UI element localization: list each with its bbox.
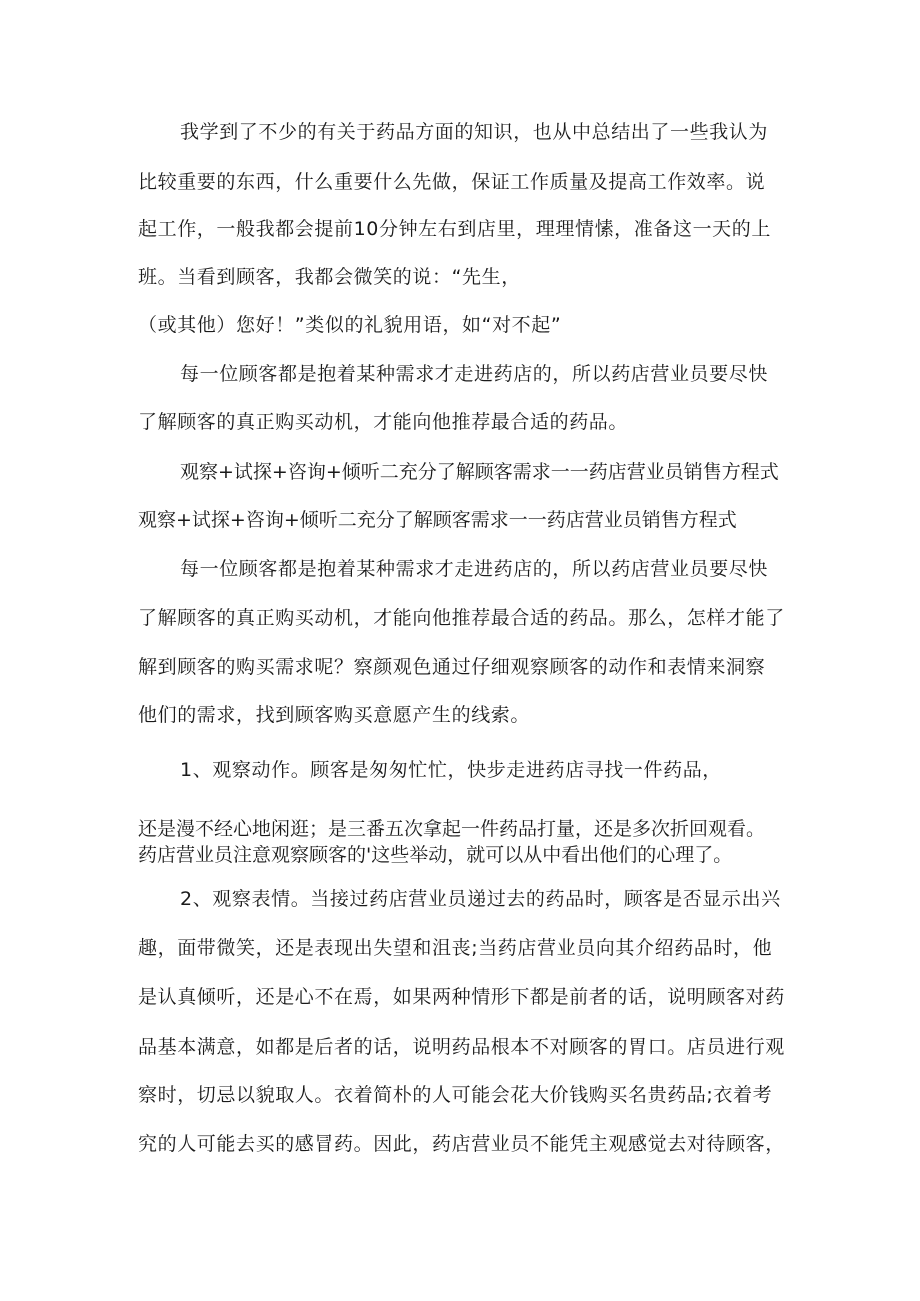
text-line: 品基本满意，如都是后者的话，说明药品根本不对顾客的胃口。店员进行观 — [138, 1036, 785, 1058]
text-line: 是认真倾听，还是心不在焉，如果两种情形下都是前者的话，说明顾客对药 — [138, 986, 785, 1008]
text-line: （或其他）您好！”类似的礼貌用语，如“对不起” — [138, 314, 562, 336]
text-line: 我学到了不少的有关于药品方面的知识，也从中总结出了一些我认为 — [180, 121, 769, 143]
text-line: 了解顾客的真正购买动机，才能向他推荐最合适的药品。 — [138, 411, 629, 433]
text-line: 察时，切忌以貌取人。衣着简朴的人可能会花大价钱购买名贵药品;衣着考 — [138, 1084, 773, 1106]
text-line: 了解顾客的真正购买动机，才能向他推荐最合适的药品。那么，怎样才能了 — [138, 607, 785, 629]
text-line: 解到顾客的购买需求呢？察颜观色通过仔细观察顾客的动作和表情来洞察 — [138, 656, 766, 678]
text-line: 观察+试探+咨询+倾听二充分了解顾客需求一一药店营业员销售方程式 — [180, 461, 779, 483]
text-line: 起工作，一般我都会提前10分钟左右到店里，理理情愫，准备这一天的上 — [138, 218, 771, 240]
text-line: 究的人可能去买的感冒药。因此，药店营业员不能凭主观感觉去对待顾客， — [138, 1133, 785, 1155]
text-line: 比较重要的东西，什么重要什么先做，保证工作质量及提高工作效率。说 — [138, 171, 766, 193]
text-line: 1、观察动作。顾客是匆匆忙忙，快步走进药店寻找一件药品， — [180, 759, 722, 781]
text-line: 他们的需求，找到顾客购买意愿产生的线索。 — [138, 704, 531, 726]
text-line: 药店营业员注意观察顾客的'这些举动，就可以从中看出他们的心理了。 — [138, 844, 733, 866]
text-line: 还是漫不经心地闲逛；是三番五次拿起一件药品打量，还是多次折回观看。 — [138, 818, 766, 840]
text-line: 观察+试探+咨询+倾听二充分了解顾客需求一一药店营业员销售方程式 — [138, 509, 737, 531]
text-line: 每一位顾客都是抱着某种需求才走进药店的，所以药店营业员要尽快 — [180, 558, 769, 580]
text-line: 趣，面带微笑，还是表现出失望和沮丧;当药店营业员向其介绍药品时，他 — [138, 937, 773, 959]
text-line: 2、观察表情。当接过药店营业员递过去的药品时，顾客是否显示出兴 — [180, 888, 781, 910]
text-line: 每一位顾客都是抱着某种需求才走进药店的，所以药店营业员要尽快 — [180, 363, 769, 385]
text-line: 班。当看到顾客，我都会微笑的说：“先生， — [138, 266, 521, 288]
